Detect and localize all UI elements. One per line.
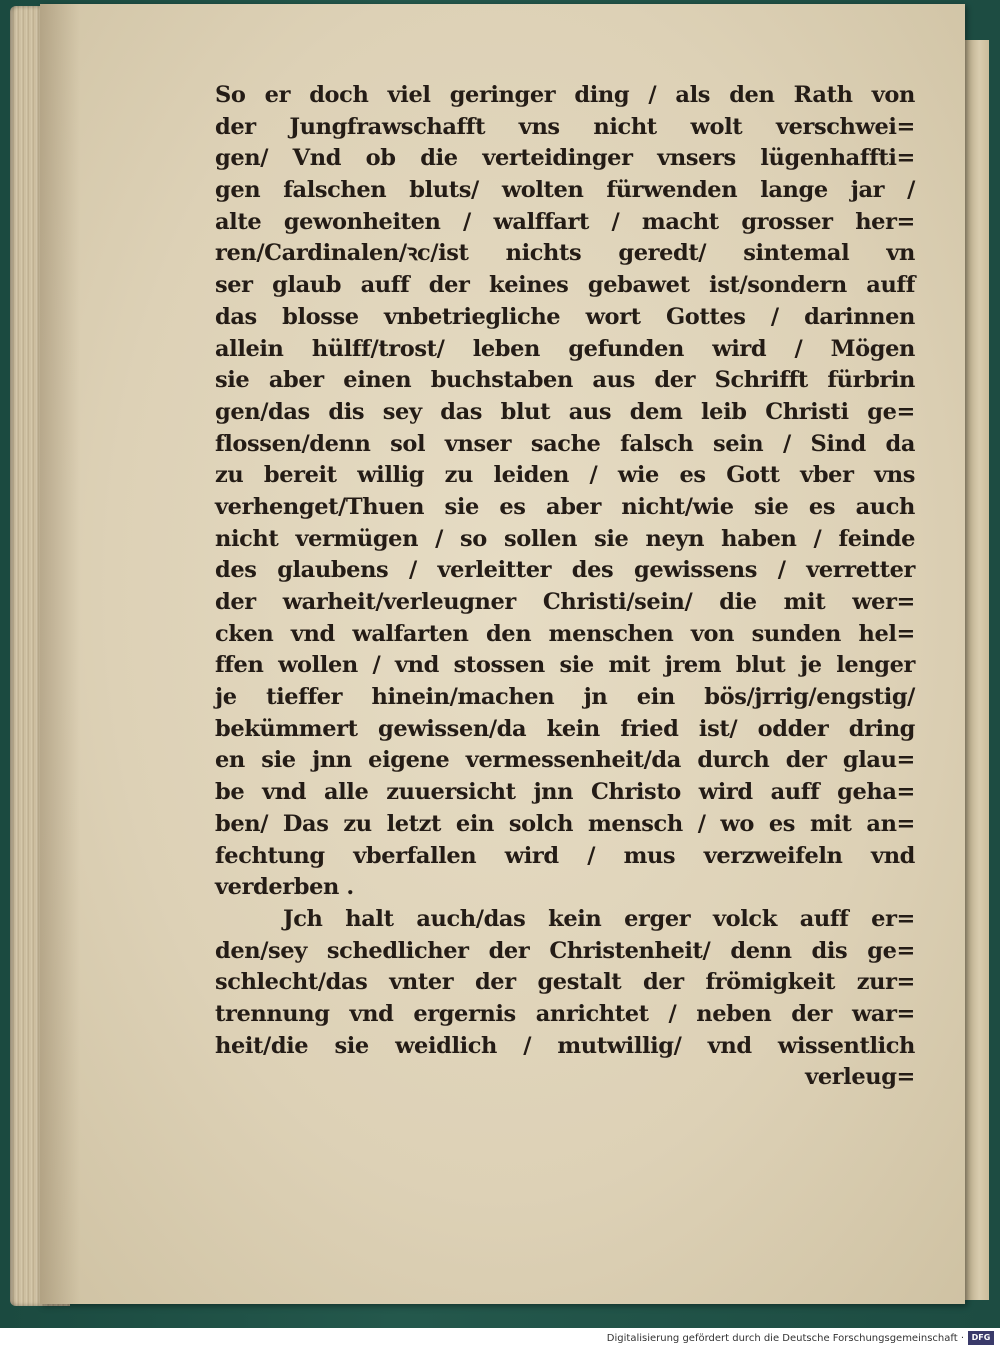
text-block — [215, 80, 915, 1094]
text-line: den/sey schedlicher der Christenheit/ denn dis ge= — [215, 937, 915, 964]
text-line: ser glaub auff der keines gebawet ist/sondern auff — [215, 272, 915, 299]
text-line: ren/Cardinalen/ꝛc/ist nichts geredt/ sintemal vn — [215, 240, 915, 267]
text-line: gen/ Vnd ob die verteidinger vnsers lügenhaffti= — [215, 145, 915, 172]
text-line: des glaubens / verleitter des gewissens / verretter — [215, 557, 915, 584]
digitization-credit: Digitalisierung gefördert durch die Deutsche Forschungsgemeinschaft · — [606, 1333, 964, 1344]
text-line: schlecht/das vnter der gestalt der frömigkeit zur= — [215, 969, 915, 996]
text-line: sie aber einen buchstaben aus der Schrifft fürbrin — [215, 367, 915, 394]
facing-page-edge — [965, 40, 989, 1300]
text-line: gen falschen bluts/ wolten fürwenden lange jar / — [215, 177, 915, 204]
text-line: en sie jnn eigene vermessenheit/da durch der glau= — [215, 747, 915, 774]
text-line: cken vnd walfarten den menschen von sunden hel= — [215, 620, 915, 647]
text-line: bekümmert gewissen/da kein fried ist/ odder dring — [215, 715, 915, 742]
text-line: verderben . — [215, 874, 354, 901]
text-line: der Jungfrawschafft vns nicht wolt verschwei= — [215, 113, 915, 140]
text-line: So er doch viel geringer ding / als den Rath von — [215, 82, 915, 108]
text-line: flossen/denn sol vnser sache falsch sein / Sind da — [215, 430, 915, 457]
text-line: gen/das dis sey das blut aus dem leib Christi ge= — [215, 398, 915, 425]
text-line: zu bereit willig zu leiden / wie es Gott vber vns — [215, 462, 915, 489]
text-line: ffen wollen / vnd stossen sie mit jrem blut je lenger — [215, 652, 915, 679]
text-line: allein hülff/trost/ leben gefunden wird / Mögen — [215, 335, 915, 362]
dfg-logo: DFG — [968, 1331, 994, 1345]
text-line: trennung vnd ergernis anrichtet / neben der war= — [215, 1000, 915, 1027]
text-line: das blosse vnbetriegliche wort Gottes / darinnen — [215, 303, 915, 330]
book-page — [40, 4, 965, 1304]
text-line: fechtung vberfallen wird / mus verzweifeln vnd — [215, 842, 915, 869]
text-line: je tieffer hinein/machen jn ein bös/jrrig/engstig/ — [215, 684, 915, 711]
text-line: verhenget/Thuen sie es aber nicht/wie sie es auch — [215, 493, 915, 520]
text-line: der warheit/verleugner Christi/sein/ die mit wer= — [215, 589, 915, 615]
text-line: be vnd alle zuuersicht jnn Christo wird auff geha= — [215, 779, 915, 806]
catchword: verleug= — [805, 1064, 915, 1091]
text-line: heit/die sie weidlich / mutwillig/ vnd wissentlich — [215, 1032, 915, 1059]
text-line: alte gewonheiten / walffart / macht grosser her= — [215, 208, 915, 235]
text-line: ben/ Das zu letzt ein solch mensch / wo es mit an= — [215, 810, 915, 837]
paragraph-first-line: Jch halt auch/das kein erger volck auff er= — [283, 905, 915, 932]
text-line: nicht vermügen / so sollen sie neyn haben / feinde — [215, 525, 915, 552]
